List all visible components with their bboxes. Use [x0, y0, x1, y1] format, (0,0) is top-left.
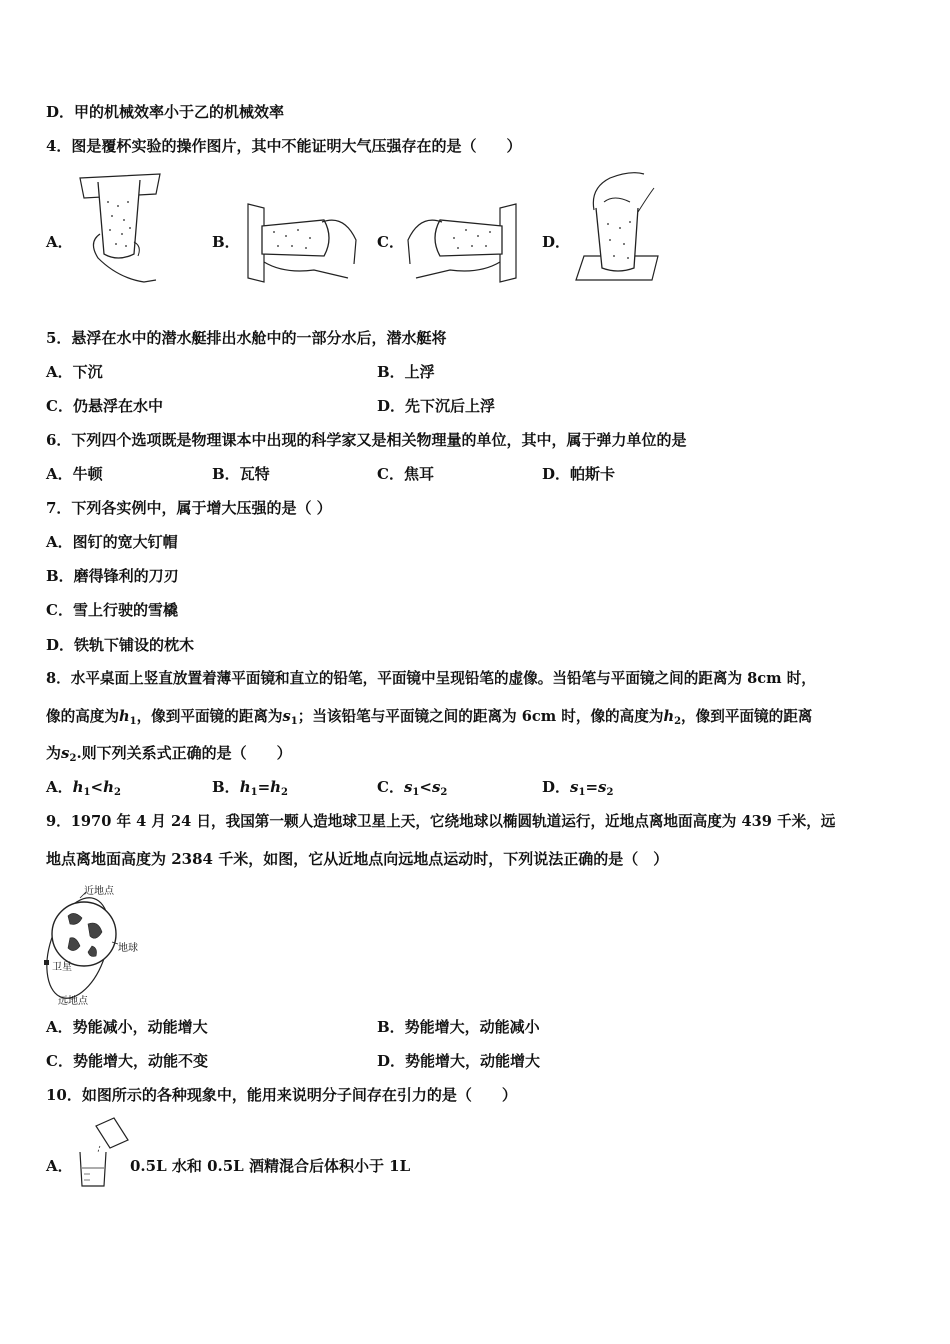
q4-stem: 4．图是覆杯实验的操作图片，其中不能证明大气压强存在的是（ ） [46, 137, 522, 155]
q6-stem: 6．下列四个选项既是物理课本中出现的科学家又是相关物理量的单位，其中，属于弹力单位的是 [46, 431, 687, 449]
q6-option-b[interactable]: B．瓦特 [212, 465, 270, 483]
q10-beaker-figure [76, 1116, 136, 1192]
q8-stem-line2: 像的高度为$h_1$，像到平面镜的距离为$s_1$；当该铅笔与平面镜之间的距离为 6cm 时，像的高度为$h_2$，像到平面镜的距离 [46, 708, 813, 727]
q5-stem: 5．悬浮在水中的潜水艇排出水舱中的一部分水后，潜水艇将 [46, 329, 447, 347]
fig-label-apogee: 远地点 [58, 996, 88, 1007]
q5-option-c[interactable]: C．仍悬浮在水中 [46, 397, 163, 415]
q9-option-a[interactable]: A．势能减小，动能增大 [46, 1018, 208, 1036]
q9-option-c[interactable]: C．势能增大，动能不变 [46, 1052, 208, 1070]
q4-option-d-label[interactable]: D． [542, 233, 571, 251]
q5-option-b[interactable]: B．上浮 [377, 363, 435, 381]
q8-stem-line1: 8．水平桌面上竖直放置着薄平面镜和直立的铅笔，平面镜中呈现铅笔的虚像。当铅笔与平面镜之间的距离为 8cm 时， [46, 670, 816, 687]
fig-label-satellite: 卫星 [52, 962, 72, 973]
q8-option-d[interactable]: D．$s_1=s_2$ [542, 778, 614, 798]
q6-option-c[interactable]: C．焦耳 [377, 465, 434, 483]
q5-option-d[interactable]: D．先下沉后上浮 [377, 397, 496, 415]
q7-option-a[interactable]: A．图钉的宽大钉帽 [46, 533, 178, 551]
q4-option-c-label[interactable]: C． [377, 233, 404, 251]
q3-option-d[interactable]: D．甲的机械效率小于乙的机械效率 [46, 103, 285, 121]
fig-label-perigee: 近地点 [84, 886, 114, 897]
q10-stem: 10．如图所示的各种现象中，能用来说明分子间存在引力的是（ ） [46, 1086, 517, 1104]
q4-figure-a[interactable] [78, 172, 168, 287]
q9-stem-line1: 9．1970 年 4 月 24 日，我国第一颗人造地球卫星上天，它绕地球以椭圆轨道运行，近地点离地面高度为 439 千米，远 [46, 813, 836, 830]
q8-option-a[interactable]: A．$h_1<h_2$ [46, 778, 121, 798]
q9-option-d[interactable]: D．势能增大，动能增大 [377, 1052, 541, 1070]
q8-stem-line3: 为$s_2$.则下列关系式正确的是（ ） [46, 744, 292, 764]
fig-label-earth: 地球 [118, 943, 138, 954]
q8-option-b[interactable]: B．$h_1=h_2$ [212, 778, 289, 798]
q4-option-b-label[interactable]: B． [212, 233, 240, 251]
q10-option-a-label[interactable]: A． [46, 1157, 73, 1175]
q6-option-a[interactable]: A．牛顿 [46, 465, 103, 483]
q9-orbit-figure [40, 880, 150, 1005]
earth-circle [52, 902, 116, 966]
q7-option-b[interactable]: B．磨得锋利的刀刃 [46, 567, 179, 585]
q8-option-c[interactable]: C．$s_1<s_2$ [377, 778, 448, 798]
q7-option-d[interactable]: D．铁轨下铺设的枕木 [46, 636, 195, 654]
q4-figure-d[interactable] [574, 168, 669, 286]
q4-figure-b[interactable] [244, 200, 359, 285]
q10-option-a-text[interactable]: 0.5L 水和 0.5L 酒精混合后体积小于 1L [130, 1157, 411, 1175]
q9-stem-line2: 地点离地面高度为 2384 千米，如图，它从近地点向远地点运动时，下列说法正确的是（ ） [46, 850, 669, 868]
q7-stem: 7．下列各实例中，属于增大压强的是（ ） [46, 499, 332, 517]
q5-option-a[interactable]: A．下沉 [46, 363, 103, 381]
q9-option-b[interactable]: B．势能增大，动能减小 [377, 1018, 540, 1036]
q7-option-c[interactable]: C．雪上行驶的雪橇 [46, 601, 178, 619]
q6-option-d[interactable]: D．帕斯卡 [542, 465, 616, 483]
q4-option-a-label[interactable]: A． [46, 233, 73, 251]
satellite-icon [44, 960, 49, 965]
q4-figure-c[interactable] [406, 200, 521, 285]
